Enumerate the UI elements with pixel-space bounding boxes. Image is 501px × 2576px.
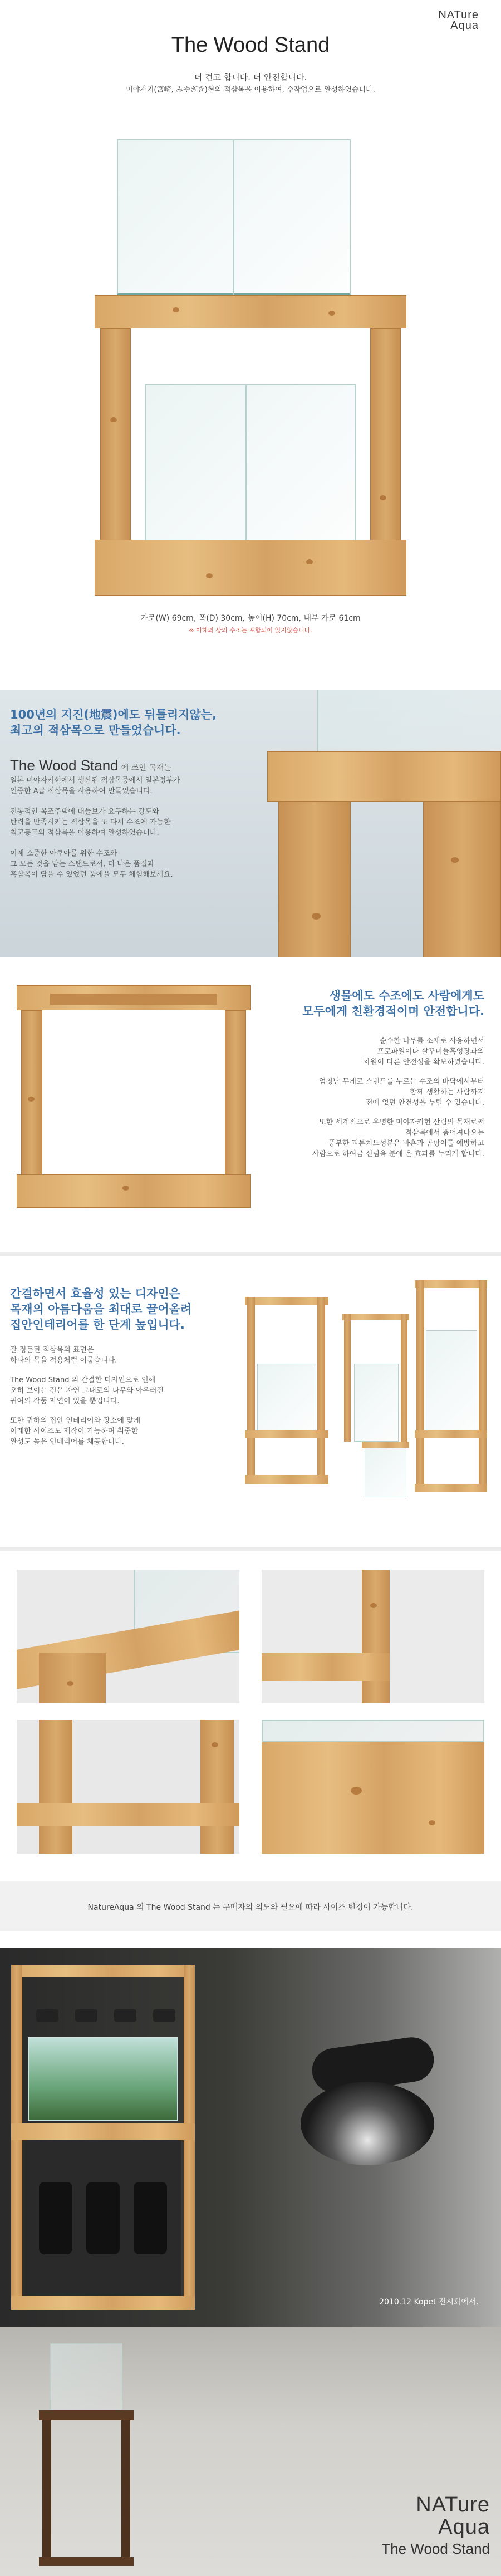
section-material [0, 690, 501, 980]
s3-p1-line1: 잘 정돈된 적삼목의 표면은 [10, 1346, 94, 1354]
s1-p3-line1: 이제 소중한 아쿠아를 위한 수조와 [10, 849, 117, 858]
section2-heading-2: 모두에게 친환경적이며 안전합니다. [302, 1005, 484, 1018]
exhibition-photo [0, 1948, 501, 2327]
section2-text [250, 988, 484, 1159]
footer [0, 2327, 501, 2576]
logo-line2: Aqua [450, 19, 479, 32]
s3-p1-line2: 하나의 목을 적용처럼 이룹습니다. [10, 1356, 117, 1365]
footer-logo-line2: Aqua [438, 2515, 490, 2539]
section-design [0, 1258, 501, 1525]
footer-logo [381, 2494, 490, 2558]
section3-heading-3: 집안인테리어를 한 단계 높입니다. [10, 1318, 185, 1331]
dimensions-text: 가로(W) 69cm, 폭(D) 30cm, 높이(H) 70cm, 내부 가로 61cm [140, 614, 361, 623]
section1-heading-1: 100년의 지진(地震)에도 뒤틀리지않는, [10, 708, 217, 721]
stand-lineup-image [245, 1280, 490, 1503]
divider-1 [0, 1252, 501, 1256]
section3-heading-2: 목재의 아름다움을 최대로 끌어올려 [10, 1302, 192, 1316]
s1-p2-line2: 탄력을 만족시키는 적삼목을 또 다시 수조에 가능한 [10, 818, 171, 827]
custom-size-banner [0, 1881, 501, 1931]
s2-p2-line2: 함께 생활하는 사람까지 [410, 1088, 484, 1097]
footer-title: The Wood Stand [381, 2540, 490, 2557]
divider-2 [0, 1547, 501, 1551]
s2-p2-line3: 전에 없던 안전성을 누릴 수 있습니다. [365, 1099, 484, 1107]
s2-p1-line1: 순수한 나무를 소재로 사용하면서 [379, 1037, 484, 1045]
s1-p1-line2: 인증한 A급 적삼목을 사용하여 만들었습니다. [10, 787, 153, 795]
page-title: The Wood Stand [171, 33, 330, 57]
section1-text [10, 707, 249, 880]
ws-lead: 에 쓰인 목재는 [121, 764, 171, 773]
section2-heading-1: 생물에도 수조에도 사람에게도 [329, 989, 484, 1002]
section3-heading-1: 간결하면서 효율성 있는 디자인은 [10, 1287, 180, 1300]
brand-logo [438, 9, 479, 32]
section-safety [0, 957, 501, 1236]
s2-p2-line1: 엄청난 무게로 스탠드를 누르는 수조의 바닥에서부터 [319, 1078, 484, 1086]
pedestal-stand-image [39, 2343, 134, 2566]
header [0, 0, 501, 635]
s3-p2-line3: 귀여의 작품 자연이 있을 뿐입니다. [10, 1397, 120, 1405]
s3-p3-line1: 또한 귀하의 집안 인테리어와 장소에 맞게 [10, 1417, 141, 1425]
s3-p2-line1: The Wood Stand 의 간결한 디자인으로 인해 [10, 1376, 156, 1384]
section1-heading-2: 최고의 적삼목으로 만들었습니다. [10, 724, 181, 737]
empty-stand-image [17, 985, 250, 1208]
s3-p2-line2: 오히 보이는 건은 자연 그대로의 나무와 아우러진 [10, 1387, 164, 1395]
s3-p3-line2: 이래한 사이즈도 제작이 가능하며 취중한 [10, 1427, 139, 1436]
s2-p3-line2: 적삼목에서 뿜어져나오는 [405, 1129, 484, 1137]
detail-photo-4 [262, 1720, 484, 1854]
exhibition-caption: 2010.12 Kopet 전시회에서. [379, 2298, 479, 2307]
ws-title: The Wood Stand [10, 757, 119, 774]
detail-photo-3 [17, 1720, 239, 1854]
s2-p3-line3: 풍부한 피톤치드성분은 바흔과 곰팡이를 예방하고 [328, 1139, 484, 1148]
s2-p1-line2: 프로파일이나 살꾸미들혹엉장과의 [377, 1048, 484, 1056]
section3-text [10, 1286, 244, 1447]
footer-logo-line1: NATure [416, 2493, 490, 2516]
s2-p3-line4: 사람으로 하여금 신림욕 분에 온 효과를 누리게 합니다. [312, 1150, 484, 1158]
s1-p3-line2: 그 모든 것을 담는 스탠드로서, 더 나은 품질과 [10, 860, 155, 868]
s1-p2-line1: 전통적인 목조주택에 대들보가 요구하는 강도와 [10, 808, 159, 816]
corner-closeup-image [267, 690, 501, 980]
light-fixture-closeup [278, 2043, 445, 2199]
s1-p2-line3: 최고등급의 적삼목을 이용하여 완성하였습니다. [10, 829, 159, 837]
exhibition-stand [11, 1965, 195, 2310]
detail-photo-1 [17, 1570, 239, 1703]
stand-hero-image [95, 150, 406, 607]
tank-not-included-note: ※ 이해의 상의 수조는 포함되어 있지않습니다. [189, 627, 312, 634]
detail-photo-2 [262, 1570, 484, 1703]
s3-p3-line3: 완성도 높은 인테리어를 체공합니다. [10, 1438, 124, 1446]
detail-photo-grid [0, 1553, 501, 1865]
s2-p1-line3: 차원이 다른 안전성을 확보하였습니다. [363, 1058, 484, 1066]
subtitle-2: 미야자키(宮崎, みやざき)현의 적삼목을 이용하여, 수작업으로 완성하였습니다. [126, 86, 375, 94]
s1-p3-line3: 흑삼목이 담을 수 있었던 품에을 모두 체험해보세요. [10, 871, 173, 879]
s2-p3-line1: 또한 세계적으로 유명한 미야자키현 산림의 목재로써 [319, 1118, 484, 1127]
s1-p1-line1: 일본 미야자키현에서 생산된 적삼목중에서 일본정부가 [10, 776, 180, 785]
custom-size-text: NatureAqua 의 The Wood Stand 는 구매자의 의도와 필요에 따라 사이즈 변경이 가능합니다. [87, 1903, 414, 1912]
subtitle-1: 더 견고 합니다. 더 안전합니다. [194, 72, 307, 82]
logo-line1: NATure [438, 9, 479, 21]
